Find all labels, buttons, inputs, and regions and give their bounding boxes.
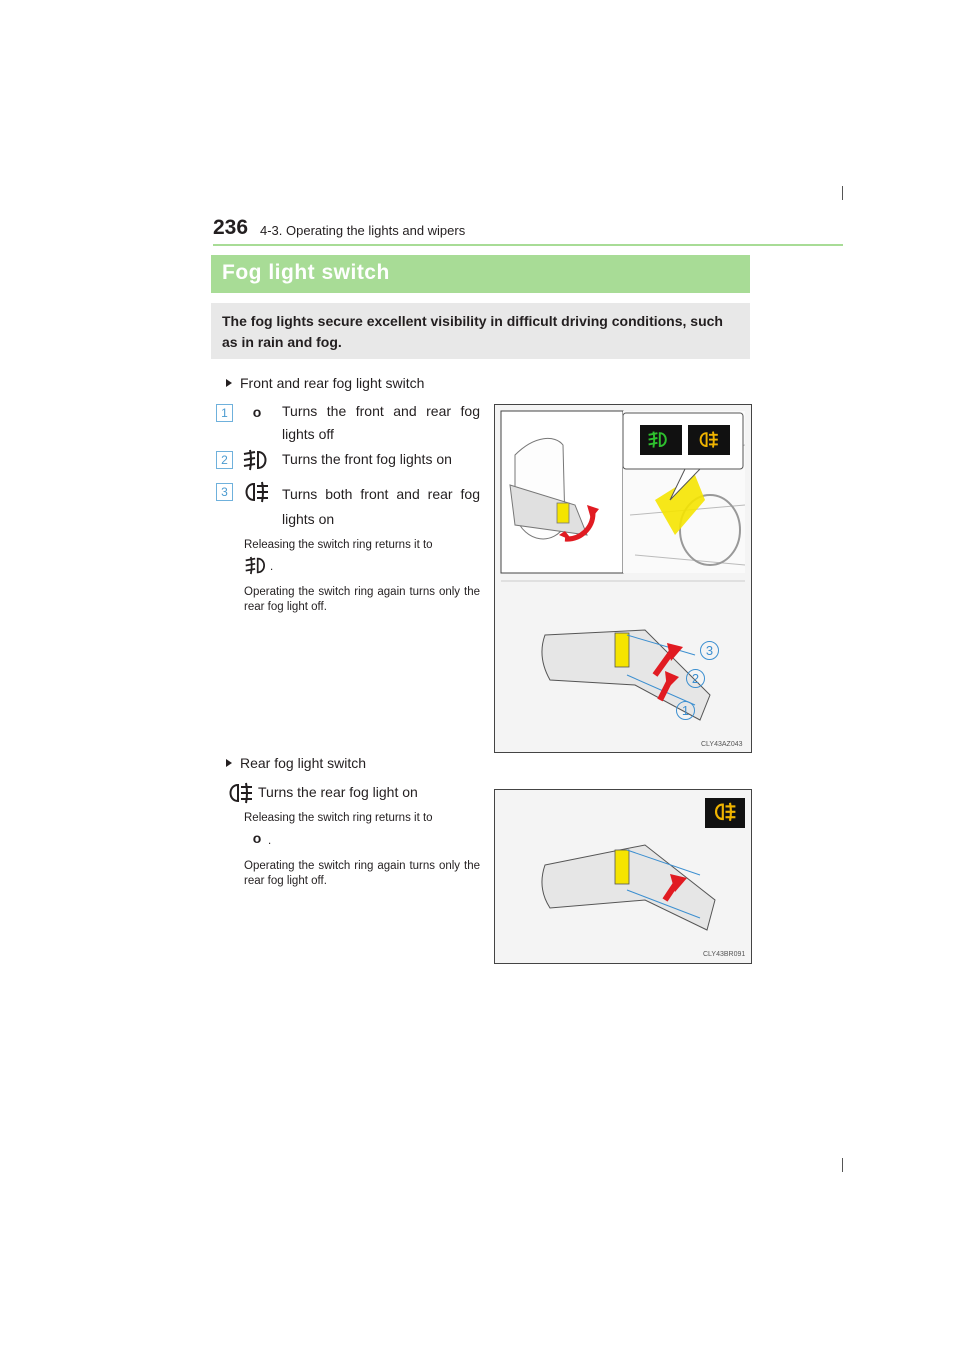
intro-text: The fog lights secure excellent visibility in difficult driving conditions, such as in rain and fog. — [222, 313, 723, 350]
svg-text:o: o — [252, 405, 262, 419]
rear-fog-figure — [494, 789, 752, 964]
item-text-2: Turns the front fog lights on — [282, 451, 452, 467]
fog-off-icon — [250, 831, 264, 850]
rear-note-return-end: . — [268, 835, 272, 847]
section-title: Fog light switch — [222, 261, 390, 284]
bullet-triangle-icon — [226, 759, 232, 767]
rear-heading: Rear fog light switch — [226, 755, 366, 771]
section-title-bar — [211, 255, 750, 293]
rear-item-text: Turns the rear fog light on — [258, 784, 418, 800]
figure-callout-3: 3 — [700, 641, 719, 660]
rear-note-return-text: Releasing the switch ring returns it to — [244, 812, 433, 824]
item-number-1: 1 — [216, 404, 233, 422]
figure-code: CLY43BR091 — [703, 951, 746, 958]
svg-text:o: o — [252, 831, 262, 845]
front-rear-heading: Front and rear fog light switch — [226, 375, 424, 391]
rear-fog-icon — [242, 480, 270, 509]
item-number-3: 3 — [216, 483, 233, 501]
fog-off-icon — [250, 405, 264, 424]
figure-code: CLY43AZ043 — [701, 741, 743, 748]
front-fog-icon — [242, 448, 270, 477]
item-text-3: Turns both front and rear fog lights on — [282, 486, 480, 527]
intro-box — [211, 303, 750, 359]
note-again-text: Operating the switch ring again turns only the rear fog light off. — [244, 586, 480, 613]
rear-fog-icon — [226, 781, 254, 810]
bullet-triangle-icon — [226, 379, 232, 387]
front-rear-fog-figure — [494, 404, 752, 753]
note-return-text: Releasing the switch ring returns it to — [244, 539, 433, 551]
rear-note-again-text: Operating the switch ring again turns only the rear fog light off. — [244, 860, 480, 887]
front-fog-icon — [244, 555, 268, 581]
page-number: 236 — [213, 216, 249, 239]
header-rule — [213, 244, 843, 246]
note-return-end: . — [270, 561, 274, 573]
crop-mark — [842, 1158, 843, 1172]
breadcrumb: 4-3. Operating the lights and wipers — [260, 223, 466, 238]
item-text-1: Turns the front and rear fog lights off — [282, 403, 480, 442]
figure-callout-1: 1 — [676, 701, 695, 720]
item-number-2: 2 — [216, 451, 233, 469]
figure-callout-2: 2 — [686, 669, 705, 688]
crop-mark — [842, 186, 843, 200]
